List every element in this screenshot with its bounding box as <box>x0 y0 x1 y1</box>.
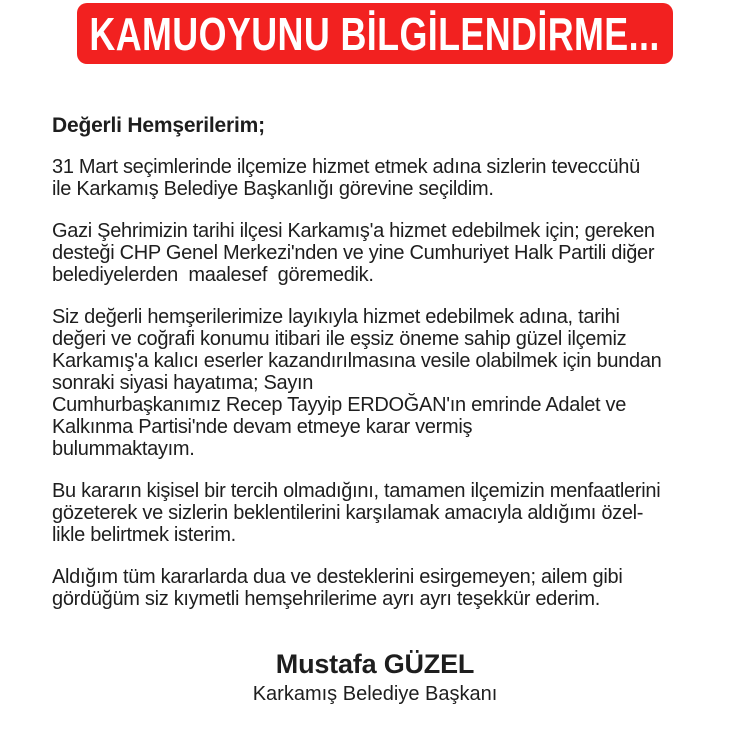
text-line: belediyelerden maalesef göremedik. <box>52 264 374 286</box>
text-line: değeri ve coğrafi konumu itibari ile eşsiz öneme sahip güzel ilçemiz <box>52 328 627 350</box>
header-banner <box>77 3 673 64</box>
signature-name: Mustafa GÜZEL <box>275 649 475 679</box>
signature-block <box>0 646 750 706</box>
paragraphs <box>52 156 712 610</box>
text-line: Aldığım tüm kararlarda dua ve desteklerini esirgemeyen; ailem gibi <box>52 566 623 588</box>
salutation: Değerli Hemşerilerim; <box>52 114 265 137</box>
text-line: Kalkınma Partisi'nde devam etmeye karar vermiş <box>52 416 473 438</box>
paragraph <box>52 306 712 460</box>
text-line: gözeterek ve sizlerin beklentilerini karşılamak amacıyla aldığımı özel- <box>52 502 644 524</box>
text-line: Siz değerli hemşerilerimize layıkıyla hizmet edebilmek adına, tarihi <box>52 306 620 328</box>
text-line: Cumhurbaşkanımız Recep Tayyip ERDOĞAN'ın emrinde Adalet ve <box>52 394 627 416</box>
text-line: ile Karkamış Belediye Başkanlığı görevine seçildim. <box>52 178 494 200</box>
text-line: Bu kararın kişisel bir tercih olmadığını, tamamen ilçemizin menfaatlerini <box>52 480 661 502</box>
text-line: Karkamış'a kalıcı eserler kazandırılmasına vesile olabilmek için bundan <box>52 350 662 372</box>
letter-body <box>52 114 712 630</box>
text-line: sonraki siyasi hayatıma; Sayın <box>52 372 314 394</box>
text-line: gördüğüm siz kıymetli hemşehrilerime ayrı ayrı teşekkür ederim. <box>52 588 600 610</box>
text-line: bulummaktayım. <box>52 438 195 460</box>
text-line: 31 Mart seçimlerinde ilçemize hizmet etmek adına sizlerin teveccühü <box>52 156 640 178</box>
text-line: likle belirtmek isterim. <box>52 524 236 546</box>
paragraph <box>52 220 712 286</box>
banner-title: KAMUOYUNU BİLGİLENDİRME... <box>89 7 661 60</box>
text-line: Gazi Şehrimizin tarihi ilçesi Karkamış'a hizmet edebilmek için; gereken <box>52 220 655 242</box>
signature-title: Karkamış Belediye Başkanı <box>252 683 498 705</box>
paragraph <box>52 480 712 546</box>
paragraph <box>52 566 712 610</box>
text-line: desteği CHP Genel Merkezi'nden ve yine Cumhuriyet Halk Partili diğer <box>52 242 655 264</box>
paragraph <box>52 156 712 200</box>
